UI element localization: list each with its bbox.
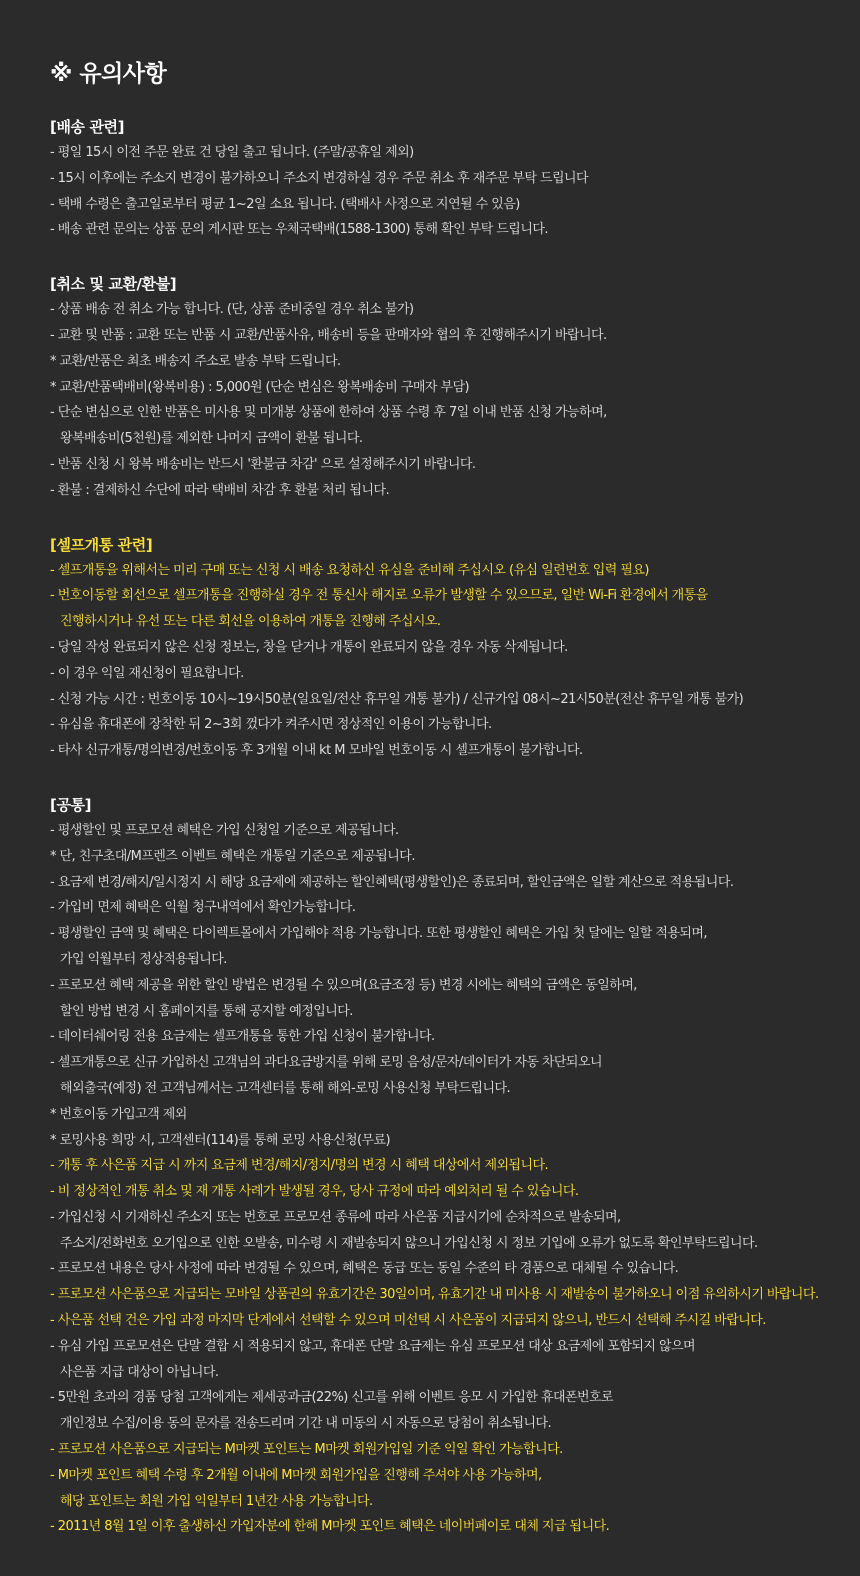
notice-section	[50, 532, 860, 764]
notice-line: 개인정보 수집/이용 동의 문자를 전송드리며 기간 내 미동의 시 자동으로 당첨이 취소됩니다.	[60, 1416, 552, 1432]
notice-line: - 단순 변심으로 인한 반품은 미사용 및 미개봉 상품에 한하여 상품 수령 후 7일 이내 반품 신청 가능하며,	[50, 405, 607, 421]
notice-line: 할인 방법 변경 시 홈페이지를 통해 공지할 예정입니다.	[60, 1003, 353, 1019]
notice-line: - 유심을 휴대폰에 장착한 뒤 2~3회 껐다가 켜주시면 정상적인 이용이 가능합니다.	[50, 717, 492, 733]
notice-line: - 상품 배송 전 취소 가능 합니다. (단, 상품 준비중일 경우 취소 불가)	[50, 302, 414, 318]
notice-line: - 신청 가능 시간 : 번호이동 10시~19시50분(일요일/전산 휴무일 개통 불가) / 신규가입 08시~21시50분(전산 휴무일 개통 불가)	[50, 691, 744, 707]
notice-line: 해당 포인트는 회원 가입 익일부터 1년간 사용 가능합니다.	[60, 1493, 373, 1509]
notice-line: - 프로모션 내용은 당사 사정에 따라 변경될 수 있으며, 혜택은 동급 또는 동일 수준의 타 경품으로 대체될 수 있습니다.	[50, 1261, 679, 1277]
notice-line: - 배송 관련 문의는 상품 문의 게시판 또는 우체국택배(1588-1300) 통해 확인 부탁 드립니다.	[50, 222, 548, 238]
notice-line: - 요금제 변경/해지/일시정지 시 해당 요금제에 제공하는 할인혜택(평생할인)은 종료되며, 할인금액은 일할 계산으로 적용됩니다.	[50, 874, 734, 890]
notice-line: 진행하시거나 유선 또는 다른 회선을 이용하여 개통을 진행해 주십시오.	[60, 614, 441, 630]
section-heading: [배송 관련]	[50, 118, 125, 136]
notice-line: - 반품 신청 시 왕복 배송비는 반드시 '환불금 차감' 으로 설정해주시기 바랍니다.	[50, 456, 476, 472]
notice-line: - 가입신청 시 기재하신 주소지 또는 번호로 프로모션 종류에 따라 사은품 지급시기에 순차적으로 발송되며,	[50, 1209, 621, 1225]
notice-line: - 이 경우 익일 재신청이 필요합니다.	[50, 665, 244, 681]
notice-line: * 교환/반품택배비(왕복비용) : 5,000원 (단순 변심은 왕복배송비 구매자 부담)	[50, 379, 470, 395]
notice-line: - 개통 후 사은품 지급 시 까지 요금제 변경/해지/정지/명의 변경 시 혜택 대상에서 제외됩니다.	[50, 1158, 549, 1174]
notice-line: - 평일 15시 이전 주문 완료 건 당일 출고 됩니다. (주말/공휴일 제외)	[50, 145, 414, 160]
section-heading: [셀프개통 관련]	[50, 535, 153, 554]
notice-line: * 교환/반품은 최초 배송지 주소로 발송 부탁 드립니다.	[50, 353, 341, 369]
notice-line: - 2011년 8월 1일 이후 출생하신 가입자분에 한해 M마켓 포인트 혜택은 네이버페이로 대체 지급 됩니다.	[50, 1519, 610, 1535]
notice-line: 주소지/전화번호 오기입으로 인한 오발송, 미수령 시 재발송되지 않으니 가입신청 시 정보 기입에 오류가 없도록 확인부탁드립니다.	[60, 1235, 758, 1251]
notice-line: 왕복배송비(5천원)를 제외한 나머지 금액이 환불 됩니다.	[60, 431, 363, 447]
notice-line: - 유심 가입 프로모션은 단말 결합 시 적용되지 않고, 휴대폰 단말 요금제는 유심 프로모션 대상 요금제에 포함되지 않으며	[50, 1338, 696, 1354]
notice-line: - 교환 및 반품 : 교환 또는 반품 시 교환/반품사유, 배송비 등을 판매자와 협의 후 진행해주시기 바랍니다.	[50, 327, 607, 343]
notice-line: - 셀프개통을 위해서는 미리 구매 또는 신청 시 배송 요청하신 유심을 준비해 주십시오 (유심 일련번호 입력 필요)	[50, 562, 649, 578]
notice-line: - 데이터쉐어링 전용 요금제는 셀프개통을 통한 가입 신청이 불가합니다.	[50, 1029, 435, 1045]
notice-line: - 평생할인 및 프로모션 혜택은 가입 신청일 기준으로 제공됩니다.	[50, 822, 399, 838]
notice-section	[50, 114, 860, 243]
section-heading: [취소 및 교환/환불]	[50, 275, 177, 294]
notice-line: - 비 정상적인 개통 취소 및 재 개통 사례가 발생될 경우, 당사 규정에 따라 예외처리 될 수 있습니다.	[50, 1184, 579, 1200]
notice-line: - 타사 신규개통/명의변경/번호이동 후 3개월 이내 kt M 모바일 번호이동 시 셀프개통이 불가합니다.	[50, 743, 583, 759]
notice-line: 가입 익월부터 정상적용됩니다.	[60, 951, 227, 967]
notice-section	[50, 792, 860, 1540]
notice-line: - 번호이동할 회선으로 셀프개통을 진행하실 경우 전 통신사 해지로 오류가 발생할 수 있으므로, 일반 Wi-Fi 환경에서 개통을	[50, 588, 708, 604]
notice-line: - 셀프개통으로 신규 가입하신 고객님의 과다요금방지를 위해 로밍 음성/문자/데이터가 자동 차단되오니	[50, 1055, 602, 1071]
notice-line: - 당일 작성 완료되지 않은 신청 정보는, 창을 닫거나 개통이 완료되지 않을 경우 자동 삭제됩니다.	[50, 639, 568, 655]
notice-line: 해외출국(예정) 전 고객님께서는 고객센터를 통해 해외-로밍 사용신청 부탁드립니다.	[60, 1080, 511, 1096]
notice-line: * 단, 친구초대/M프렌즈 이벤트 혜택은 개통일 기준으로 제공됩니다.	[50, 848, 415, 864]
notice-title: ※ 유의사항	[50, 61, 167, 87]
notice-line: - 프로모션 사은품으로 지급되는 M마켓 포인트는 M마켓 회원가입일 기준 익일 확인 가능합니다.	[50, 1442, 563, 1458]
notice-line: - M마켓 포인트 혜택 수령 후 2개월 이내에 M마켓 회원가입을 진행해 주셔야 사용 가능하며,	[50, 1467, 542, 1483]
notice-line: - 사은품 선택 건은 가입 과정 마지막 단계에서 선택할 수 있으며 미선택 시 사은품이 지급되지 않으니, 반드시 선택해 주시길 바랍니다.	[50, 1313, 766, 1329]
notice-line: - 5만원 초과의 경품 당첨 고객에게는 제세공과금(22%) 신고를 위해 이벤트 응모 시 가입한 휴대폰번호로	[50, 1390, 614, 1406]
notice-line: - 프로모션 혜택 제공을 위한 할인 방법은 변경될 수 있으며(요금조정 등) 변경 시에는 혜택의 금액은 동일하며,	[50, 977, 637, 993]
notice-line: * 로밍사용 희망 시, 고객센터(114)를 통해 로밍 사용신청(무료)	[50, 1132, 391, 1148]
notice-line: - 가입비 면제 혜택은 익월 청구내역에서 확인가능합니다.	[50, 900, 356, 916]
notice-line: - 15시 이후에는 주소지 변경이 불가하오니 주소지 변경하실 경우 주문 취소 후 재주문 부탁 드립니다	[50, 170, 589, 186]
section-heading: [공통]	[50, 795, 92, 814]
notice-line: - 프로모션 사은품으로 지급되는 모바일 상품권의 유효기간은 30일이며, 유효기간 내 미사용 시 재발송이 불가하오니 이점 유의하시기 바랍니다.	[50, 1287, 819, 1303]
notice-line: * 번호이동 가입고객 제외	[50, 1106, 187, 1122]
notice-line: - 환불 : 결제하신 수단에 따라 택배비 차감 후 환불 처리 됩니다.	[50, 482, 390, 498]
notice-line: - 평생할인 금액 및 혜택은 다이렉트몰에서 가입해야 적용 가능합니다. 또한 평생할인 혜택은 가입 첫 달에는 일할 적용되며,	[50, 926, 708, 942]
notice-line: 사은품 지급 대상이 아닙니다.	[60, 1364, 219, 1380]
notice-line: - 택배 수령은 출고일로부터 평균 1~2일 소요 됩니다. (택배사 사정으로 지연될 수 있음)	[50, 196, 520, 212]
notice-section	[50, 271, 860, 503]
notice-sections	[50, 114, 860, 1540]
